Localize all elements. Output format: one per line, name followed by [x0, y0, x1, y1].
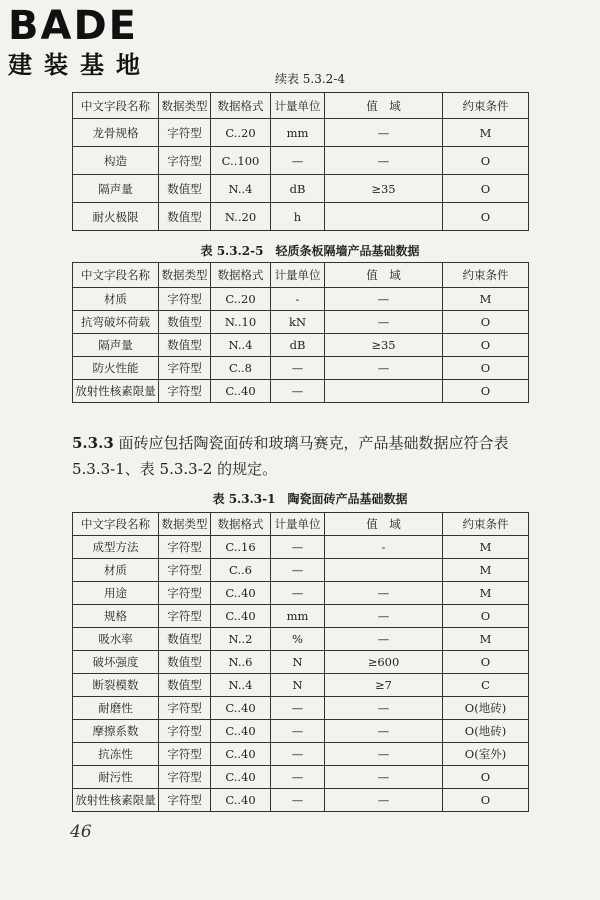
table-cell: 材质 — [73, 559, 159, 582]
table-cell: C..100 — [211, 147, 271, 175]
column-header: 数据类型 — [159, 263, 211, 288]
table-cell: C..8 — [211, 357, 271, 380]
table-cell: — — [325, 766, 443, 789]
table-cell: 字符型 — [159, 147, 211, 175]
table-cell: 数值型 — [159, 628, 211, 651]
table-cell: 数值型 — [159, 203, 211, 231]
table-cell: 破坏强度 — [73, 651, 159, 674]
table-cell: — — [271, 147, 325, 175]
table-cell: — — [271, 582, 325, 605]
table-cell: N..6 — [211, 651, 271, 674]
table-header-row — [73, 513, 529, 536]
table-cell: M — [443, 119, 529, 147]
column-header: 数据格式 — [211, 513, 271, 536]
table-row — [73, 357, 529, 380]
table-cell: 字符型 — [159, 357, 211, 380]
table-cell: 字符型 — [159, 288, 211, 311]
table-header-row — [73, 93, 529, 119]
table-cell: — — [271, 766, 325, 789]
table-cell: 数值型 — [159, 674, 211, 697]
table-cell: 数值型 — [159, 175, 211, 203]
table-cell: % — [271, 628, 325, 651]
table-cell: 抗冻性 — [73, 743, 159, 766]
table-cell: — — [271, 720, 325, 743]
table-cell: O — [443, 175, 529, 203]
table-cell: M — [443, 559, 529, 582]
table-cell: O — [443, 766, 529, 789]
table-row — [73, 582, 529, 605]
table-cell: C..40 — [211, 789, 271, 812]
table-cell: 字符型 — [159, 789, 211, 812]
table-cell: 数值型 — [159, 334, 211, 357]
table-cell: M — [443, 628, 529, 651]
table-cell: C..16 — [211, 536, 271, 559]
table-cell: 耐污性 — [73, 766, 159, 789]
table-cell: 放射性核素限量 — [73, 789, 159, 812]
table-cell: — — [271, 789, 325, 812]
table-cell: O — [443, 334, 529, 357]
table-cell: C..20 — [211, 288, 271, 311]
table-cell: — — [325, 147, 443, 175]
table-cell: — — [325, 605, 443, 628]
table-row — [73, 628, 529, 651]
table-row — [73, 766, 529, 789]
table-cell: 字符型 — [159, 697, 211, 720]
table-cell: N — [271, 674, 325, 697]
table-cell: 字符型 — [159, 605, 211, 628]
table-row — [73, 311, 529, 334]
table-cell: O — [443, 203, 529, 231]
table-cell: C..40 — [211, 743, 271, 766]
logo — [8, 4, 152, 80]
table-cell: — — [325, 628, 443, 651]
table-cell: N..10 — [211, 311, 271, 334]
table-cell: — — [271, 559, 325, 582]
table-cell: C — [443, 674, 529, 697]
column-header: 计量单位 — [271, 93, 325, 119]
table-row — [73, 203, 529, 231]
table-cell: — — [271, 743, 325, 766]
table-cell: M — [443, 582, 529, 605]
table-cell: 规格 — [73, 605, 159, 628]
table-row — [73, 380, 529, 403]
section-number: 5.3.3 — [72, 434, 114, 452]
table-cell: 材质 — [73, 288, 159, 311]
table-cell: — — [271, 380, 325, 403]
table-cell: kN — [271, 311, 325, 334]
table-cell: O(室外) — [443, 743, 529, 766]
table-row — [73, 559, 529, 582]
table-cell: 摩擦系数 — [73, 720, 159, 743]
table-2 — [72, 262, 529, 403]
table-cell: N..2 — [211, 628, 271, 651]
table-cell: 字符型 — [159, 536, 211, 559]
table-cell: 字符型 — [159, 582, 211, 605]
table-cell: 隔声量 — [73, 175, 159, 203]
column-header: 约束条件 — [443, 263, 529, 288]
section-paragraph — [72, 430, 542, 482]
table-row — [73, 651, 529, 674]
table-cell: - — [325, 536, 443, 559]
table-cell: M — [443, 536, 529, 559]
table-cell: 字符型 — [159, 380, 211, 403]
table-row — [73, 288, 529, 311]
table-row — [73, 789, 529, 812]
table-cell: C..40 — [211, 766, 271, 789]
column-header: 数据格式 — [211, 93, 271, 119]
table-cell: 隔声量 — [73, 334, 159, 357]
table-cell: — — [325, 697, 443, 720]
table-cell: N..20 — [211, 203, 271, 231]
column-header: 数据类型 — [159, 93, 211, 119]
column-header: 数据类型 — [159, 513, 211, 536]
table-cell: O — [443, 380, 529, 403]
table-cell: 耐磨性 — [73, 697, 159, 720]
table-cell: N..4 — [211, 175, 271, 203]
table-cell: ≥35 — [325, 175, 443, 203]
table-2-caption: 表 5.3.2-5 轻质条板隔墙产品基础数据 — [200, 244, 420, 258]
table-cell: 构造 — [73, 147, 159, 175]
table-row — [73, 743, 529, 766]
column-header: 计量单位 — [271, 263, 325, 288]
table-cell: dB — [271, 175, 325, 203]
table-cell: 断裂模数 — [73, 674, 159, 697]
table-cell: ≥7 — [325, 674, 443, 697]
table-1 — [72, 92, 529, 231]
table-cell: — — [325, 119, 443, 147]
table-cell: 放射性核素限量 — [73, 380, 159, 403]
table-row — [73, 720, 529, 743]
table-cell: ≥600 — [325, 651, 443, 674]
table-row — [73, 334, 529, 357]
table-cell: - — [271, 288, 325, 311]
table-cell: h — [271, 203, 325, 231]
column-header: 值 域 — [325, 513, 443, 536]
table-cell: O(地砖) — [443, 720, 529, 743]
table-cell: O(地砖) — [443, 697, 529, 720]
table-3-caption: 表 5.3.3-1 陶瓷面砖产品基础数据 — [212, 492, 408, 506]
table-cell: C..40 — [211, 605, 271, 628]
table-row — [73, 175, 529, 203]
table-cell: N..4 — [211, 674, 271, 697]
table-cell: — — [325, 357, 443, 380]
table-cell: mm — [271, 119, 325, 147]
table-cell: 字符型 — [159, 766, 211, 789]
table-cell: O — [443, 789, 529, 812]
column-header: 计量单位 — [271, 513, 325, 536]
column-header: 中文字段名称 — [73, 513, 159, 536]
table-cell: O — [443, 147, 529, 175]
table-cell: — — [271, 536, 325, 559]
table-1-caption: 续表 5.3.2-4 — [274, 72, 346, 86]
table-cell: — — [325, 789, 443, 812]
table-cell: 防火性能 — [73, 357, 159, 380]
column-header: 值 域 — [325, 263, 443, 288]
table-row — [73, 605, 529, 628]
table-row — [73, 697, 529, 720]
table-cell — [325, 203, 443, 231]
column-header: 约束条件 — [443, 93, 529, 119]
table-cell: mm — [271, 605, 325, 628]
column-header: 中文字段名称 — [73, 93, 159, 119]
table-cell: 字符型 — [159, 119, 211, 147]
table-cell: 吸水率 — [73, 628, 159, 651]
table-cell: — — [271, 357, 325, 380]
table-cell: 数值型 — [159, 311, 211, 334]
table-cell: C..40 — [211, 697, 271, 720]
table-cell: 成型方法 — [73, 536, 159, 559]
table-cell: C..6 — [211, 559, 271, 582]
table-cell: 字符型 — [159, 743, 211, 766]
table-row — [73, 674, 529, 697]
table-cell: O — [443, 357, 529, 380]
table-cell: 抗弯破坏荷载 — [73, 311, 159, 334]
table-3 — [72, 512, 529, 812]
table-cell: 龙骨规格 — [73, 119, 159, 147]
table-cell: 耐火极限 — [73, 203, 159, 231]
table-cell: N..4 — [211, 334, 271, 357]
page-number: 46 — [70, 822, 92, 842]
table-row — [73, 147, 529, 175]
table-row — [73, 119, 529, 147]
column-header: 约束条件 — [443, 513, 529, 536]
table-cell: — — [271, 697, 325, 720]
logo-text-bade: BADE — [8, 3, 138, 49]
column-header: 值 域 — [325, 93, 443, 119]
table-cell: 字符型 — [159, 720, 211, 743]
table-cell: O — [443, 311, 529, 334]
table-cell: C..40 — [211, 582, 271, 605]
table-cell: N — [271, 651, 325, 674]
table-cell: ≥35 — [325, 334, 443, 357]
table-cell — [325, 559, 443, 582]
table-cell: 用途 — [73, 582, 159, 605]
table-cell: — — [325, 743, 443, 766]
table-cell: dB — [271, 334, 325, 357]
table-cell: O — [443, 651, 529, 674]
section-text: 面砖应包括陶瓷面砖和玻璃马赛克，产品基础数据应符合表 5.3.3-1、表 5.3.3-2 的规定。 — [72, 434, 509, 478]
table-row — [73, 536, 529, 559]
table-cell — [325, 380, 443, 403]
table-cell: C..40 — [211, 720, 271, 743]
table-cell: C..40 — [211, 380, 271, 403]
table-cell: — — [325, 720, 443, 743]
logo-text-chinese: 建装基地 — [8, 51, 152, 79]
table-cell: C..20 — [211, 119, 271, 147]
table-cell: — — [325, 311, 443, 334]
column-header: 数据格式 — [211, 263, 271, 288]
table-cell: O — [443, 605, 529, 628]
column-header: 中文字段名称 — [73, 263, 159, 288]
table-header-row — [73, 263, 529, 288]
table-cell: 数值型 — [159, 651, 211, 674]
table-cell: — — [325, 582, 443, 605]
table-cell: 字符型 — [159, 559, 211, 582]
table-cell: M — [443, 288, 529, 311]
table-cell: — — [325, 288, 443, 311]
